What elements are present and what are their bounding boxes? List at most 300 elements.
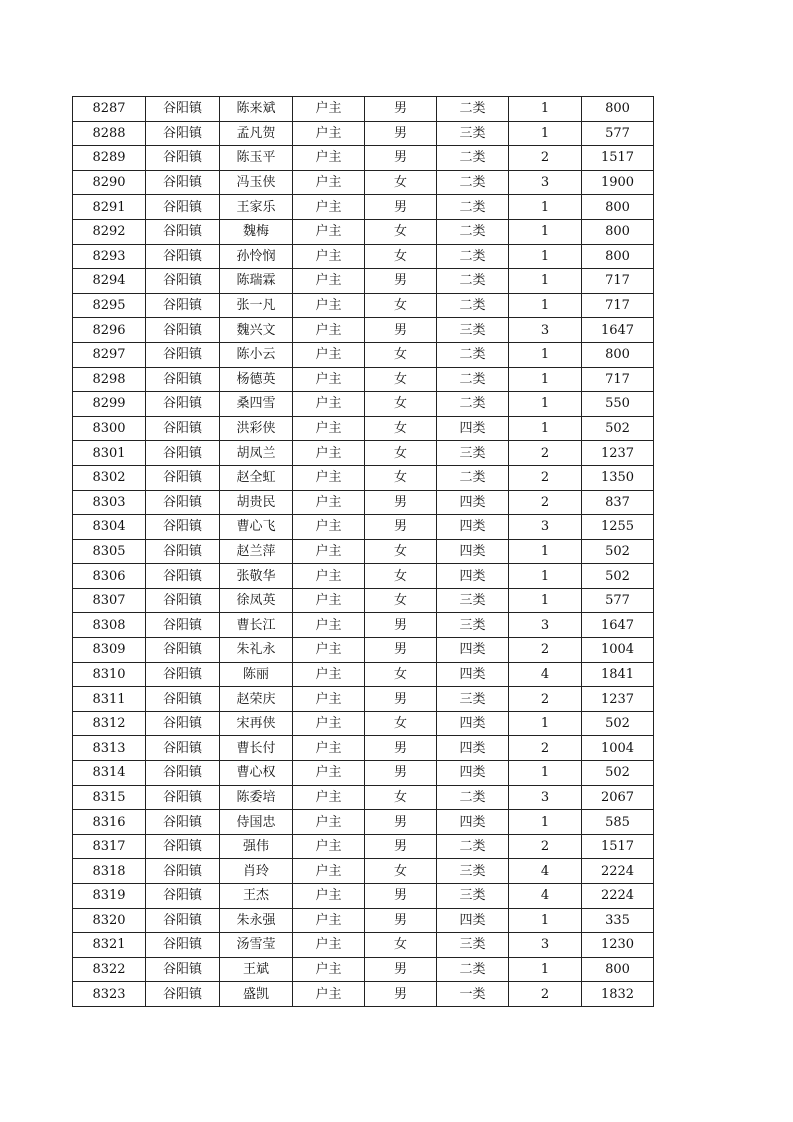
category-cell: 三类: [437, 687, 509, 712]
gender-cell: 男: [365, 269, 437, 294]
town-cell: 谷阳镇: [146, 416, 220, 441]
record-number-cell: 8292: [73, 219, 146, 244]
household-size-cell: 3: [509, 515, 582, 540]
gender-cell: 男: [365, 957, 437, 982]
amount-cell: 837: [582, 490, 654, 515]
table-row: [73, 97, 654, 122]
name-cell: 曹长江: [220, 613, 293, 638]
relation-cell: 户主: [293, 810, 365, 835]
name-cell: 陈丽: [220, 662, 293, 687]
category-cell: 二类: [437, 219, 509, 244]
amount-cell: 502: [582, 711, 654, 736]
amount-cell: 800: [582, 195, 654, 220]
household-size-cell: 3: [509, 170, 582, 195]
amount-cell: 1517: [582, 834, 654, 859]
record-number-cell: 8290: [73, 170, 146, 195]
record-number-cell: 8298: [73, 367, 146, 392]
gender-cell: 女: [365, 465, 437, 490]
gender-cell: 女: [365, 244, 437, 269]
relation-cell: 户主: [293, 982, 365, 1007]
town-cell: 谷阳镇: [146, 588, 220, 613]
category-cell: 二类: [437, 244, 509, 269]
amount-cell: 717: [582, 293, 654, 318]
name-cell: 陈委培: [220, 785, 293, 810]
record-number-cell: 8307: [73, 588, 146, 613]
amount-cell: 800: [582, 97, 654, 122]
amount-cell: 1647: [582, 318, 654, 343]
table-row: [73, 293, 654, 318]
category-cell: 三类: [437, 121, 509, 146]
gender-cell: 男: [365, 884, 437, 909]
town-cell: 谷阳镇: [146, 933, 220, 958]
relation-cell: 户主: [293, 564, 365, 589]
table-row: [73, 318, 654, 343]
household-size-cell: 1: [509, 416, 582, 441]
relation-cell: 户主: [293, 539, 365, 564]
name-cell: 陈玉平: [220, 146, 293, 171]
record-number-cell: 8305: [73, 539, 146, 564]
household-size-cell: 1: [509, 908, 582, 933]
name-cell: 张一凡: [220, 293, 293, 318]
name-cell: 曹长付: [220, 736, 293, 761]
name-cell: 桑四雪: [220, 392, 293, 417]
table-row: [73, 810, 654, 835]
gender-cell: 女: [365, 588, 437, 613]
category-cell: 二类: [437, 785, 509, 810]
amount-cell: 1004: [582, 736, 654, 761]
category-cell: 四类: [437, 711, 509, 736]
record-number-cell: 8304: [73, 515, 146, 540]
record-number-cell: 8313: [73, 736, 146, 761]
amount-cell: 1647: [582, 613, 654, 638]
amount-cell: 502: [582, 761, 654, 786]
table-body: [73, 97, 654, 1007]
category-cell: 三类: [437, 441, 509, 466]
amount-cell: 550: [582, 392, 654, 417]
name-cell: 侍国忠: [220, 810, 293, 835]
name-cell: 洪彩侠: [220, 416, 293, 441]
relation-cell: 户主: [293, 342, 365, 367]
relation-cell: 户主: [293, 662, 365, 687]
gender-cell: 男: [365, 195, 437, 220]
relation-cell: 户主: [293, 219, 365, 244]
gender-cell: 男: [365, 97, 437, 122]
category-cell: 三类: [437, 318, 509, 343]
record-number-cell: 8293: [73, 244, 146, 269]
town-cell: 谷阳镇: [146, 293, 220, 318]
gender-cell: 女: [365, 293, 437, 318]
household-size-cell: 2: [509, 146, 582, 171]
record-number-cell: 8296: [73, 318, 146, 343]
town-cell: 谷阳镇: [146, 859, 220, 884]
category-cell: 二类: [437, 465, 509, 490]
name-cell: 王斌: [220, 957, 293, 982]
category-cell: 一类: [437, 982, 509, 1007]
relation-cell: 户主: [293, 687, 365, 712]
amount-cell: 1900: [582, 170, 654, 195]
gender-cell: 女: [365, 859, 437, 884]
table-row: [73, 687, 654, 712]
household-size-cell: 2: [509, 465, 582, 490]
town-cell: 谷阳镇: [146, 736, 220, 761]
table-row: [73, 416, 654, 441]
household-size-cell: 1: [509, 244, 582, 269]
category-cell: 二类: [437, 97, 509, 122]
relation-cell: 户主: [293, 908, 365, 933]
amount-cell: 585: [582, 810, 654, 835]
town-cell: 谷阳镇: [146, 908, 220, 933]
town-cell: 谷阳镇: [146, 982, 220, 1007]
amount-cell: 502: [582, 564, 654, 589]
relation-cell: 户主: [293, 146, 365, 171]
town-cell: 谷阳镇: [146, 318, 220, 343]
town-cell: 谷阳镇: [146, 392, 220, 417]
amount-cell: 335: [582, 908, 654, 933]
category-cell: 四类: [437, 662, 509, 687]
category-cell: 四类: [437, 810, 509, 835]
town-cell: 谷阳镇: [146, 662, 220, 687]
category-cell: 二类: [437, 367, 509, 392]
relation-cell: 户主: [293, 293, 365, 318]
record-number-cell: 8322: [73, 957, 146, 982]
name-cell: 胡凤兰: [220, 441, 293, 466]
record-number-cell: 8300: [73, 416, 146, 441]
relation-cell: 户主: [293, 318, 365, 343]
relation-cell: 户主: [293, 638, 365, 663]
relation-cell: 户主: [293, 441, 365, 466]
amount-cell: 800: [582, 244, 654, 269]
record-number-cell: 8301: [73, 441, 146, 466]
town-cell: 谷阳镇: [146, 834, 220, 859]
record-number-cell: 8323: [73, 982, 146, 1007]
town-cell: 谷阳镇: [146, 97, 220, 122]
household-size-cell: 1: [509, 810, 582, 835]
town-cell: 谷阳镇: [146, 711, 220, 736]
gender-cell: 女: [365, 392, 437, 417]
gender-cell: 女: [365, 441, 437, 466]
name-cell: 盛凯: [220, 982, 293, 1007]
amount-cell: 502: [582, 539, 654, 564]
table-row: [73, 490, 654, 515]
name-cell: 魏梅: [220, 219, 293, 244]
household-size-cell: 1: [509, 195, 582, 220]
amount-cell: 800: [582, 219, 654, 244]
household-size-cell: 3: [509, 613, 582, 638]
gender-cell: 女: [365, 170, 437, 195]
table-row: [73, 711, 654, 736]
household-size-cell: 1: [509, 97, 582, 122]
gender-cell: 女: [365, 342, 437, 367]
record-number-cell: 8317: [73, 834, 146, 859]
amount-cell: 2067: [582, 785, 654, 810]
record-number-cell: 8309: [73, 638, 146, 663]
household-size-cell: 2: [509, 687, 582, 712]
table-row: [73, 170, 654, 195]
gender-cell: 女: [365, 711, 437, 736]
name-cell: 曹心飞: [220, 515, 293, 540]
town-cell: 谷阳镇: [146, 687, 220, 712]
gender-cell: 女: [365, 785, 437, 810]
category-cell: 三类: [437, 933, 509, 958]
category-cell: 二类: [437, 392, 509, 417]
gender-cell: 女: [365, 416, 437, 441]
relation-cell: 户主: [293, 170, 365, 195]
record-number-cell: 8316: [73, 810, 146, 835]
household-size-cell: 1: [509, 121, 582, 146]
table-row: [73, 613, 654, 638]
table-row: [73, 588, 654, 613]
amount-cell: 1237: [582, 687, 654, 712]
gender-cell: 男: [365, 687, 437, 712]
table-row: [73, 736, 654, 761]
name-cell: 王杰: [220, 884, 293, 909]
household-size-cell: 2: [509, 441, 582, 466]
category-cell: 四类: [437, 564, 509, 589]
town-cell: 谷阳镇: [146, 613, 220, 638]
category-cell: 四类: [437, 908, 509, 933]
record-number-cell: 8310: [73, 662, 146, 687]
table-row: [73, 785, 654, 810]
household-size-cell: 1: [509, 219, 582, 244]
gender-cell: 男: [365, 638, 437, 663]
gender-cell: 男: [365, 146, 437, 171]
relation-cell: 户主: [293, 392, 365, 417]
gender-cell: 男: [365, 318, 437, 343]
category-cell: 二类: [437, 146, 509, 171]
name-cell: 冯玉侠: [220, 170, 293, 195]
name-cell: 强伟: [220, 834, 293, 859]
town-cell: 谷阳镇: [146, 884, 220, 909]
name-cell: 魏兴文: [220, 318, 293, 343]
household-size-cell: 4: [509, 662, 582, 687]
table-row: [73, 638, 654, 663]
relation-cell: 户主: [293, 515, 365, 540]
name-cell: 徐凤英: [220, 588, 293, 613]
relation-cell: 户主: [293, 957, 365, 982]
record-number-cell: 8297: [73, 342, 146, 367]
town-cell: 谷阳镇: [146, 170, 220, 195]
amount-cell: 1230: [582, 933, 654, 958]
gender-cell: 男: [365, 810, 437, 835]
table-row: [73, 392, 654, 417]
amount-cell: 717: [582, 367, 654, 392]
category-cell: 二类: [437, 195, 509, 220]
relation-cell: 户主: [293, 933, 365, 958]
category-cell: 四类: [437, 761, 509, 786]
household-size-cell: 3: [509, 933, 582, 958]
record-number-cell: 8299: [73, 392, 146, 417]
table-row: [73, 465, 654, 490]
household-size-cell: 2: [509, 490, 582, 515]
record-number-cell: 8315: [73, 785, 146, 810]
category-cell: 四类: [437, 736, 509, 761]
amount-cell: 1255: [582, 515, 654, 540]
relation-cell: 户主: [293, 711, 365, 736]
category-cell: 三类: [437, 613, 509, 638]
record-number-cell: 8319: [73, 884, 146, 909]
amount-cell: 1237: [582, 441, 654, 466]
category-cell: 三类: [437, 884, 509, 909]
table-row: [73, 146, 654, 171]
town-cell: 谷阳镇: [146, 761, 220, 786]
table-row: [73, 219, 654, 244]
gender-cell: 女: [365, 367, 437, 392]
record-number-cell: 8314: [73, 761, 146, 786]
table-row: [73, 539, 654, 564]
relation-cell: 户主: [293, 244, 365, 269]
relation-cell: 户主: [293, 613, 365, 638]
household-size-cell: 1: [509, 269, 582, 294]
town-cell: 谷阳镇: [146, 195, 220, 220]
record-number-cell: 8308: [73, 613, 146, 638]
category-cell: 二类: [437, 269, 509, 294]
table-row: [73, 195, 654, 220]
amount-cell: 1517: [582, 146, 654, 171]
gender-cell: 女: [365, 539, 437, 564]
name-cell: 朱礼永: [220, 638, 293, 663]
gender-cell: 男: [365, 761, 437, 786]
town-cell: 谷阳镇: [146, 810, 220, 835]
record-number-cell: 8312: [73, 711, 146, 736]
amount-cell: 717: [582, 269, 654, 294]
town-cell: 谷阳镇: [146, 342, 220, 367]
record-number-cell: 8291: [73, 195, 146, 220]
name-cell: 肖玲: [220, 859, 293, 884]
category-cell: 四类: [437, 416, 509, 441]
town-cell: 谷阳镇: [146, 785, 220, 810]
category-cell: 二类: [437, 957, 509, 982]
category-cell: 三类: [437, 859, 509, 884]
gender-cell: 女: [365, 933, 437, 958]
amount-cell: 577: [582, 588, 654, 613]
table-row: [73, 761, 654, 786]
table-row: [73, 367, 654, 392]
relation-cell: 户主: [293, 490, 365, 515]
name-cell: 杨德英: [220, 367, 293, 392]
relation-cell: 户主: [293, 588, 365, 613]
record-number-cell: 8321: [73, 933, 146, 958]
household-size-cell: 1: [509, 711, 582, 736]
gender-cell: 女: [365, 564, 437, 589]
table-row: [73, 441, 654, 466]
amount-cell: 502: [582, 416, 654, 441]
household-size-cell: 1: [509, 761, 582, 786]
town-cell: 谷阳镇: [146, 367, 220, 392]
amount-cell: 800: [582, 957, 654, 982]
data-table: [72, 96, 654, 1007]
name-cell: 孙怜悯: [220, 244, 293, 269]
table-row: [73, 269, 654, 294]
household-size-cell: 1: [509, 957, 582, 982]
gender-cell: 男: [365, 908, 437, 933]
household-size-cell: 2: [509, 834, 582, 859]
record-number-cell: 8289: [73, 146, 146, 171]
household-size-cell: 1: [509, 392, 582, 417]
amount-cell: 2224: [582, 884, 654, 909]
table-row: [73, 834, 654, 859]
town-cell: 谷阳镇: [146, 244, 220, 269]
category-cell: 三类: [437, 588, 509, 613]
town-cell: 谷阳镇: [146, 219, 220, 244]
record-number-cell: 8311: [73, 687, 146, 712]
relation-cell: 户主: [293, 761, 365, 786]
town-cell: 谷阳镇: [146, 515, 220, 540]
record-number-cell: 8318: [73, 859, 146, 884]
gender-cell: 女: [365, 662, 437, 687]
name-cell: 朱永强: [220, 908, 293, 933]
category-cell: 二类: [437, 293, 509, 318]
table-row: [73, 982, 654, 1007]
household-size-cell: 2: [509, 638, 582, 663]
relation-cell: 户主: [293, 416, 365, 441]
amount-cell: 2224: [582, 859, 654, 884]
table-row: [73, 957, 654, 982]
household-size-cell: 1: [509, 367, 582, 392]
gender-cell: 男: [365, 121, 437, 146]
amount-cell: 1350: [582, 465, 654, 490]
name-cell: 陈瑞霖: [220, 269, 293, 294]
table-row: [73, 884, 654, 909]
category-cell: 二类: [437, 342, 509, 367]
household-size-cell: 4: [509, 884, 582, 909]
amount-cell: 1841: [582, 662, 654, 687]
table-row: [73, 342, 654, 367]
record-number-cell: 8288: [73, 121, 146, 146]
town-cell: 谷阳镇: [146, 465, 220, 490]
gender-cell: 男: [365, 736, 437, 761]
relation-cell: 户主: [293, 884, 365, 909]
town-cell: 谷阳镇: [146, 638, 220, 663]
town-cell: 谷阳镇: [146, 121, 220, 146]
category-cell: 四类: [437, 539, 509, 564]
amount-cell: 1832: [582, 982, 654, 1007]
category-cell: 四类: [437, 515, 509, 540]
table-row: [73, 859, 654, 884]
gender-cell: 男: [365, 490, 437, 515]
town-cell: 谷阳镇: [146, 441, 220, 466]
relation-cell: 户主: [293, 465, 365, 490]
relation-cell: 户主: [293, 269, 365, 294]
table-row: [73, 515, 654, 540]
household-size-cell: 1: [509, 539, 582, 564]
record-number-cell: 8294: [73, 269, 146, 294]
town-cell: 谷阳镇: [146, 957, 220, 982]
town-cell: 谷阳镇: [146, 146, 220, 171]
gender-cell: 男: [365, 613, 437, 638]
relation-cell: 户主: [293, 97, 365, 122]
town-cell: 谷阳镇: [146, 269, 220, 294]
household-size-cell: 1: [509, 588, 582, 613]
household-size-cell: 3: [509, 318, 582, 343]
amount-cell: 577: [582, 121, 654, 146]
table-row: [73, 121, 654, 146]
table-row: [73, 662, 654, 687]
town-cell: 谷阳镇: [146, 539, 220, 564]
relation-cell: 户主: [293, 834, 365, 859]
relation-cell: 户主: [293, 195, 365, 220]
category-cell: 四类: [437, 638, 509, 663]
name-cell: 宋再侠: [220, 711, 293, 736]
name-cell: 王家乐: [220, 195, 293, 220]
name-cell: 孟凡贺: [220, 121, 293, 146]
category-cell: 二类: [437, 834, 509, 859]
record-number-cell: 8302: [73, 465, 146, 490]
household-size-cell: 4: [509, 859, 582, 884]
household-size-cell: 1: [509, 342, 582, 367]
gender-cell: 男: [365, 982, 437, 1007]
table-row: [73, 933, 654, 958]
gender-cell: 女: [365, 219, 437, 244]
